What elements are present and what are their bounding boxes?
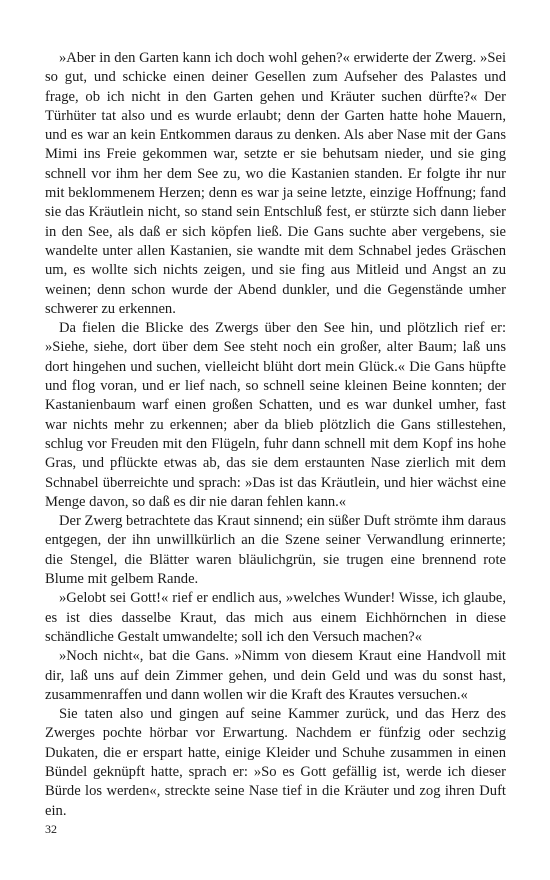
paragraph-5: »Noch nicht«, bat die Gans. »Nimm von diesem Kraut eine Handvoll mit dir, laß uns auf dein Zimmer gehen, und dein Geld und was du sonst hast, zusammenraffen und dann wollen wir die Kraft des Krautes versuchen.«	[45, 648, 506, 703]
paragraph-4: »Gelobt sei Gott!« rief er endlich aus, »welches Wunder! Wisse, ich glaube, es ist dies dasselbe Kraut, das mich aus einem Eichhörnchen in diese schändliche Gestalt umwandelte; soll ich den Versuch machen?«	[45, 590, 506, 645]
paragraph-3: Der Zwerg betrachtete das Kraut sinnend; ein süßer Duft strömte ihm daraus entgegen, der ihn unwillkürlich an die Szene seiner Verwandlung erinnerte; die Stengel, die Blätter waren bläulichgrün, sie trugen eine brennend rote Blume mit gelbem Rande.	[45, 513, 506, 588]
paragraph-6: Sie taten also und gingen auf seine Kammer zurück, und das Herz des Zwerges pochte hörbar vor Erwartung. Nachdem er fünfzig oder sechzig Dukaten, die er erspart hatte, einige Kleider und Schuhe zusammen in einen Bündel geknüpft hatte, sprach er: »So es Gott gefällig ist, werde ich dieser Bürde los werden«, streckte seine Nase tief in die Kräuter und zog ihren Duft ein.	[45, 706, 506, 819]
page-body	[45, 49, 506, 821]
paragraph-1: »Aber in den Garten kann ich doch wohl gehen?« erwiderte der Zwerg. »Sei so gut, und schicke einen deiner Gesellen zum Aufseher des Palastes und frage, ob ich nicht in den Garten gehen und Kräuter suchen dürfte?« Der Türhüter tat also und es wurde erlaubt; denn der Garten hatte hohe Mauern, und es war an kein Entkommen daraus zu denken. Als aber Nase mit der Gans Mimi ins Freie gekommen war, setzte er sie behutsam nieder, und sie ging schnell vor ihm her dem See zu, wo die Kastanien standen. Er folgte ihr nur mit beklommenem Herzen; denn es war ja seine letzte, einzige Hoffnung; fand sie das Kräutlein nicht, so stand sein Entschluß fest, er stürzte sich dann lieber in den See, als daß er sich köpfen ließ. Die Gans suchte aber vergebens, sie wandelte unter allen Kastanien, sie wandte mit dem Schnabel jedes Gräschen um, es wollte sich nichts zeigen, und sie fing aus Mitleid und Angst an zu weinen; denn schon wurde der Abend dunkler, und die Gegenstände umher schwerer zu erkennen.	[45, 50, 506, 317]
page-number: 32	[45, 822, 57, 836]
paragraph-2: Da fielen die Blicke des Zwergs über den See hin, und plötzlich rief er: »Siehe, siehe, dort über dem See steht noch ein großer, alter Baum; laß uns dort hingehen und suchen, vielleicht blüht dort mein Glück.« Die Gans hüpfte und flog voran, und er lief nach, so schnell seine kleinen Beine konnten; der Kastanienbaum warf einen großen Schatten, und es war dunkel umher, fast war nichts mehr zu erkennen; aber da blieb plötzlich die Gans stillestehen, schlug vor Freuden mit den Flügeln, fuhr dann schnell mit dem Kopf ins hohe Gras, und pflückte etwas ab, das sie dem erstaunten Nase zierlich mit dem Schnabel überreichte und sprach: »Das ist das Kräutlein, und hier wächst eine Menge davon, so daß es dir nie daran fehlen kann.«	[45, 320, 506, 510]
